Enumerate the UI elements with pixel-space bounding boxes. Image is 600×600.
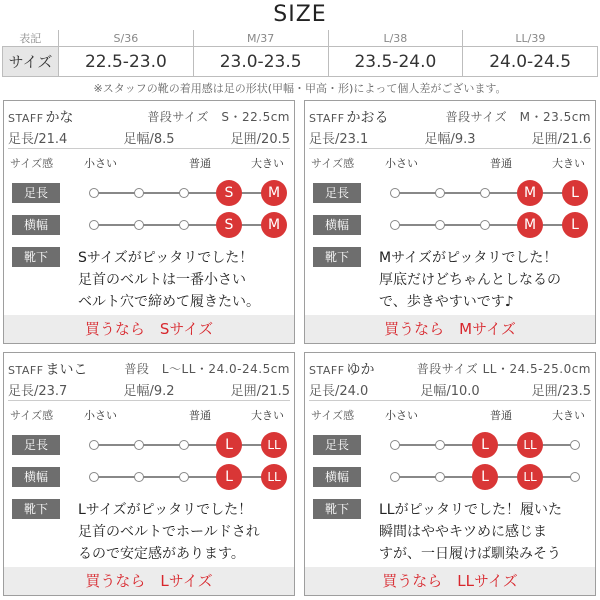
foot-girth: 足囲/21.5 [230, 384, 290, 399]
row-label-width: 横幅 [313, 215, 361, 235]
size-marker: M [261, 212, 287, 238]
scale-dot [134, 188, 144, 198]
fit-scale-width [94, 467, 281, 487]
comment-line: Lサイズがピッタリでした！ [78, 502, 253, 518]
scale-normal-label: 普通 [189, 409, 211, 422]
foot-measurements [8, 380, 290, 399]
fit-scale-length [395, 183, 579, 203]
size-marker: L [472, 432, 498, 458]
scale-dot [570, 440, 580, 450]
comment-line: 厚底だけどちゃんとしなるの [379, 272, 561, 288]
foot-girth: 足囲/23.5 [531, 384, 591, 399]
staff-comment [78, 499, 290, 565]
scale-dot [390, 440, 400, 450]
scale-big-label: 大きい [251, 409, 284, 422]
scale-dot [390, 220, 400, 230]
size-table [2, 30, 598, 77]
foot-girth: 足囲/20.5 [230, 132, 290, 147]
size-table-cell: 22.5-23.0 [59, 47, 194, 77]
fit-scale-length [94, 183, 281, 203]
size-marker: LL [261, 464, 287, 490]
size-marker: L [562, 212, 588, 238]
staff-label: STAFF [8, 112, 44, 125]
staff-name: かおる [346, 110, 389, 126]
fit-note: ※スタッフの靴の着用感は足の形状(甲幅・甲高・形)によって個人差がございます。 [93, 82, 507, 95]
scale-normal-label: 普通 [490, 409, 512, 422]
divider [8, 148, 290, 149]
scale-dot [435, 188, 445, 198]
size-table-header-label: 表記 [3, 30, 59, 47]
foot-length: 足長/21.4 [8, 132, 68, 147]
scale-title: サイズ感 [311, 409, 355, 422]
foot-measurements [309, 380, 591, 399]
staff-header [8, 107, 290, 125]
size-table-cell: 23.0-23.5 [193, 47, 328, 77]
size-table-header-cell: M/37 [193, 30, 328, 47]
scale-small-label: 小さい [385, 157, 418, 170]
comment-line: Mサイズがピッタリでした！ [379, 250, 558, 266]
size-marker: S [216, 180, 242, 206]
scale-dot [134, 220, 144, 230]
scale-dot [179, 440, 189, 450]
recommended-size: 買うなら Mサイズ [305, 315, 595, 343]
usual-size: 普段サイズ M・23.5cm [445, 110, 591, 124]
staff-comment [379, 247, 591, 313]
size-table-header-cell: LL/39 [463, 30, 598, 47]
scale-dot [435, 472, 445, 482]
scale-normal-label: 普通 [490, 157, 512, 170]
staff-name: ゆか [346, 362, 375, 378]
size-marker: S [216, 212, 242, 238]
size-table-row [3, 47, 598, 77]
scale-dot [390, 472, 400, 482]
usual-size: 普段サイズ LL・24.5-25.0cm [416, 362, 591, 376]
fit-scale-width [395, 215, 579, 235]
staff-label: STAFF [8, 364, 44, 377]
size-table-header-cell: L/38 [328, 30, 463, 47]
scale-dot [89, 188, 99, 198]
scale-title: サイズ感 [10, 157, 54, 170]
row-label-length: 足長 [12, 435, 60, 455]
size-marker: L [216, 432, 242, 458]
scale-dot [179, 472, 189, 482]
foot-girth: 足囲/21.6 [531, 132, 591, 147]
scale-dot [134, 472, 144, 482]
scale-big-label: 大きい [251, 157, 284, 170]
staff-header [309, 359, 591, 377]
foot-width: 足幅/10.0 [420, 384, 480, 399]
scale-big-label: 大きい [552, 409, 585, 422]
size-marker: LL [261, 432, 287, 458]
scale-big-label: 大きい [552, 157, 585, 170]
scale-header [4, 155, 294, 171]
scale-title: サイズ感 [311, 157, 355, 170]
staff-label: STAFF [309, 364, 345, 377]
size-marker: LL [517, 432, 543, 458]
scale-small-label: 小さい [385, 409, 418, 422]
scale-dot [480, 188, 490, 198]
size-marker: L [562, 180, 588, 206]
staff-card [304, 352, 596, 596]
scale-header [4, 407, 294, 423]
row-label-shoes: 靴下 [313, 499, 361, 519]
size-marker: M [261, 180, 287, 206]
comment-line: Sサイズがピッタリでした！ [78, 250, 254, 266]
comment-line: 足首のベルトでホールドされ [78, 524, 260, 540]
size-table-header-row [3, 30, 598, 47]
staff-name: かな [45, 110, 74, 126]
scale-dot [89, 440, 99, 450]
usual-size: 普段 L〜LL・24.0-24.5cm [124, 362, 290, 376]
fit-scale-length [395, 435, 575, 455]
recommended-size: 買うなら LLサイズ [305, 567, 595, 595]
comment-line: ベルト穴で締めて履きたい。 [78, 294, 260, 310]
size-marker: M [517, 180, 543, 206]
scale-dot [89, 220, 99, 230]
scale-header [305, 407, 595, 423]
scale-dot [89, 472, 99, 482]
foot-measurements [8, 128, 290, 147]
foot-length: 足長/24.0 [309, 384, 369, 399]
scale-dot [179, 220, 189, 230]
size-marker: L [472, 464, 498, 490]
comment-line: すが、一日履けば馴染みそう [379, 546, 561, 562]
foot-measurements [309, 128, 591, 147]
recommended-size: 買うなら Lサイズ [4, 567, 294, 595]
scale-dot [435, 220, 445, 230]
usual-size: 普段サイズ S・22.5cm [147, 110, 290, 124]
staff-name: まいこ [45, 362, 88, 378]
size-table-cell: 23.5-24.0 [328, 47, 463, 77]
page-title: SIZE [273, 2, 327, 27]
scale-dot [480, 220, 490, 230]
row-label-shoes: 靴下 [313, 247, 361, 267]
scale-dot [134, 440, 144, 450]
row-label-width: 横幅 [12, 215, 60, 235]
divider [309, 148, 591, 149]
staff-card [304, 100, 596, 344]
row-label-width: 横幅 [12, 467, 60, 487]
divider [309, 400, 591, 401]
divider [8, 400, 290, 401]
staff-header [309, 107, 591, 125]
foot-width: 足幅/9.3 [424, 132, 476, 147]
scale-dot [179, 188, 189, 198]
row-label-length: 足長 [313, 435, 361, 455]
scale-header [305, 155, 595, 171]
recommended-size: 買うなら Sサイズ [4, 315, 294, 343]
scale-small-label: 小さい [84, 157, 117, 170]
fit-scale-width [94, 215, 281, 235]
comment-line: で、歩きやすいです♪ [379, 294, 514, 310]
scale-small-label: 小さい [84, 409, 117, 422]
comment-line: 足首のベルトは一番小さい [78, 272, 246, 288]
scale-dot [435, 440, 445, 450]
fit-scale-width [395, 467, 575, 487]
row-label-length: 足長 [313, 183, 361, 203]
row-label-width: 横幅 [313, 467, 361, 487]
staff-comment [78, 247, 290, 313]
scale-dot [570, 472, 580, 482]
comment-line: 瞬間はややキツめに感じま [379, 524, 547, 540]
scale-title: サイズ感 [10, 409, 54, 422]
staff-header [8, 359, 290, 377]
staff-label: STAFF [309, 112, 345, 125]
row-label-shoes: 靴下 [12, 499, 60, 519]
size-table-cell: 24.0-24.5 [463, 47, 598, 77]
size-marker: L [216, 464, 242, 490]
staff-card [3, 352, 295, 596]
foot-width: 足幅/9.2 [123, 384, 175, 399]
comment-line: LLがピッタリでした！履いた [379, 502, 563, 518]
staff-card [3, 100, 295, 344]
foot-width: 足幅/8.5 [123, 132, 175, 147]
row-label-shoes: 靴下 [12, 247, 60, 267]
comment-line: るので安定感があります。 [78, 546, 245, 562]
size-marker: LL [517, 464, 543, 490]
fit-scale-length [94, 435, 281, 455]
size-table-header-cell: S/36 [59, 30, 194, 47]
foot-length: 足長/23.1 [309, 132, 369, 147]
size-marker: M [517, 212, 543, 238]
row-label-length: 足長 [12, 183, 60, 203]
staff-comment [379, 499, 591, 565]
scale-normal-label: 普通 [189, 157, 211, 170]
scale-dot [390, 188, 400, 198]
foot-length: 足長/23.7 [8, 384, 68, 399]
size-table-row-label: サイズ [3, 47, 59, 77]
